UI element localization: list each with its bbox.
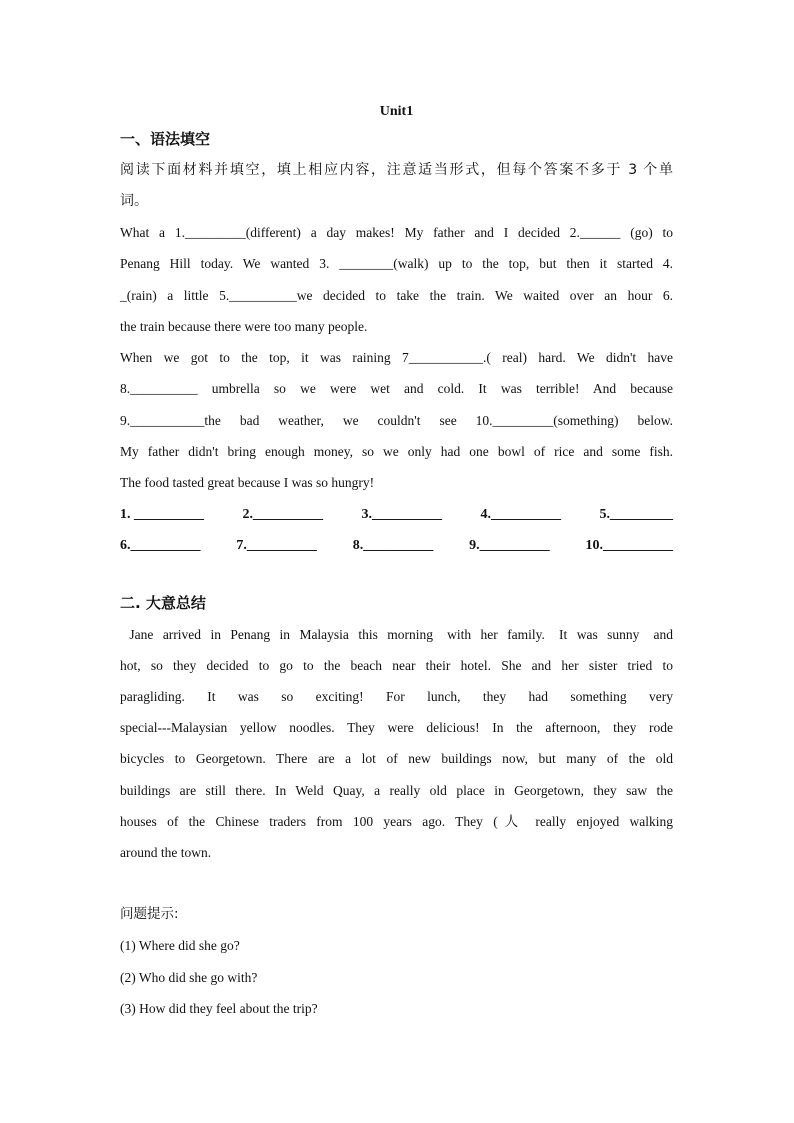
summary-line: hot, so they decided to go to the beach near their hotel. She and her sister tried to — [120, 657, 673, 673]
passage-line: Penang Hill today. We wanted 3. ________(walk) up to the top, but then it started 4. — [120, 256, 673, 272]
page-title: Unit1 — [379, 104, 414, 119]
tips-heading: 问题提示: — [120, 906, 179, 923]
answer-blank[interactable]: 9.__________ — [469, 537, 550, 553]
section2-heading: 二. 大意总结 — [120, 593, 206, 612]
document-page — [120, 100, 673, 1024]
passage-line: What a 1._________(different) a day makes! My father and I decided 2.______ (go) to — [120, 225, 673, 240]
summary-line: paragliding. It was so exciting! For lunch, they had something very — [120, 689, 673, 705]
passage-line: The food tasted great because I was so hungry! — [120, 475, 375, 491]
summary-line: Jane arrived in Penang in Malaysia this morning with her family. It was sunny and — [120, 626, 673, 642]
answer-blank[interactable]: 1. __________ — [120, 506, 204, 522]
section-gap — [120, 561, 673, 588]
passage-line: 8.__________ umbrella so we were wet and cold. It was terrible! And because — [120, 381, 673, 397]
answer-blank[interactable]: 10.__________ — [585, 537, 673, 553]
answer-blank[interactable]: 5._________ — [599, 506, 673, 522]
summary-line: buildings are still there. In Weld Quay, a really old place in Georgetown, they saw the — [120, 782, 673, 798]
answer-blank[interactable]: 6.__________ — [120, 537, 201, 553]
cloze-passage — [120, 217, 673, 499]
summary-line: special---Malaysian yellow noodles. They were delicious! In the afternoon, they rode — [120, 720, 673, 736]
section1-instruction — [120, 155, 673, 217]
answer-row-1 — [120, 499, 673, 530]
instruction-line: 阅读下面材料并填空，填上相应内容，注意适当形式，但每个答案不多于 3 个单 — [120, 162, 673, 178]
question-item: (2) Who did she go with? — [120, 969, 258, 985]
passage-line: 9.___________the bad weather, we couldn't see 10._________(something) below. — [120, 412, 673, 428]
question-item: (1) Where did she go? — [120, 938, 240, 954]
summary-line: houses of the Chinese traders from 100 years ago. They (人 really enjoyed walking — [120, 813, 673, 829]
passage-line: My father didn't bring enough money, so we only had one bowl of rice and some fish. — [120, 444, 673, 460]
passage-line: _(rain) a little 5.__________we decided to take the train. We waited over an hour 6. — [120, 287, 673, 303]
summary-line: bicycles to Georgetown. There are a lot of new buildings now, but many of the old — [120, 751, 673, 767]
question-item: (3) How did they feel about the trip? — [120, 1000, 318, 1016]
answer-blanks — [120, 499, 673, 561]
answer-blank[interactable]: 4.__________ — [480, 506, 561, 522]
passage-line: When we got to the top, it was raining 7___________.( real) hard. We didn't have — [120, 350, 673, 366]
answer-row-2 — [120, 530, 673, 561]
answer-blank[interactable]: 7.__________ — [236, 537, 317, 553]
answer-blank[interactable]: 2.__________ — [242, 506, 323, 522]
passage-line: the train because there were too many people. — [120, 318, 368, 334]
summary-passage — [120, 619, 673, 869]
instruction-line: 词。 — [120, 193, 148, 209]
answer-blank[interactable]: 8.__________ — [352, 537, 434, 553]
summary-line: around the town. — [120, 845, 212, 861]
section1-heading: 一、语法填空 — [120, 130, 211, 148]
answer-blank[interactable]: 3.__________ — [361, 506, 442, 522]
